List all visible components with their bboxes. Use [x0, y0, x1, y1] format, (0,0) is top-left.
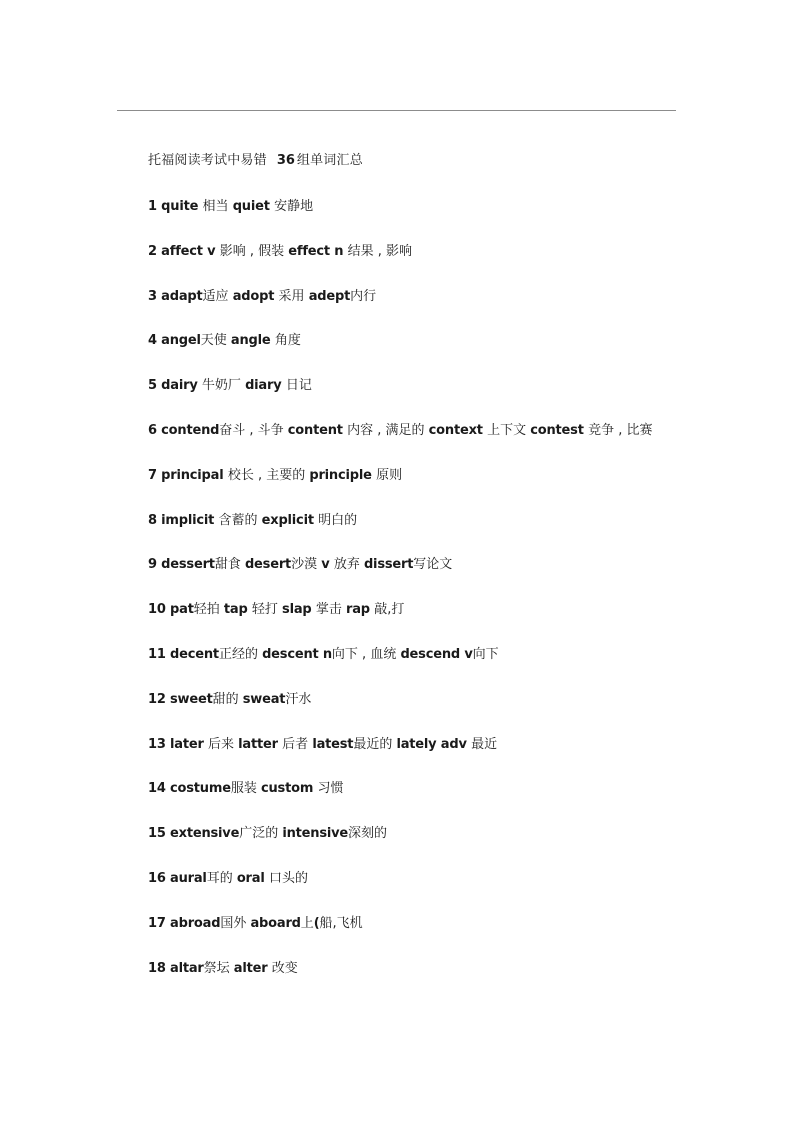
- chinese-meaning: 深刻的: [348, 826, 388, 842]
- chinese-meaning: 后来: [208, 736, 239, 752]
- english-word: 10 pat: [148, 602, 194, 618]
- chinese-meaning: 广泛的: [239, 826, 283, 842]
- english-word: diary: [245, 378, 286, 394]
- list-item: [148, 420, 652, 465]
- chinese-meaning: 口头的: [268, 870, 308, 886]
- chinese-meaning: 沙漠: [291, 557, 322, 573]
- chinese-meaning: 习惯: [317, 781, 344, 797]
- list-item: [148, 196, 652, 241]
- list-item: [148, 241, 652, 286]
- english-word: 7 principal: [148, 467, 228, 483]
- english-word: 9 dessert: [148, 557, 215, 573]
- chinese-meaning: 竞争 , 比赛: [588, 422, 653, 438]
- english-word: explicit: [261, 512, 319, 528]
- list-item: [148, 554, 652, 599]
- list-item: [148, 599, 652, 644]
- chinese-meaning: 最近的: [353, 736, 397, 752]
- chinese-meaning: 上: [300, 915, 314, 931]
- chinese-meaning: 适应: [202, 288, 233, 304]
- chinese-meaning: 改变: [271, 960, 298, 976]
- chinese-meaning: 船,飞机: [319, 915, 363, 931]
- title-count: 36: [276, 153, 295, 168]
- chinese-meaning: 日记: [285, 378, 312, 394]
- list-item: [148, 734, 652, 779]
- english-word: quiet: [232, 199, 275, 214]
- header-rule: [117, 110, 676, 111]
- english-word: tap: [223, 602, 252, 618]
- list-item: [148, 375, 652, 420]
- chinese-meaning: 内容 , 满足的: [347, 422, 429, 438]
- english-word: slap: [282, 602, 316, 618]
- chinese-meaning: 轻打: [251, 602, 283, 618]
- chinese-meaning: 天使: [200, 333, 231, 349]
- chinese-meaning: 后者: [282, 736, 313, 752]
- chinese-meaning: 角度: [274, 333, 301, 349]
- english-word: desert: [244, 557, 292, 573]
- chinese-meaning: 采用: [278, 288, 309, 304]
- chinese-meaning: 耳的: [206, 870, 237, 886]
- chinese-meaning: 甜的: [212, 691, 243, 707]
- english-word: oral: [236, 870, 269, 886]
- chinese-meaning: 最近: [471, 736, 498, 752]
- chinese-meaning: 向下 , 血统: [331, 646, 401, 662]
- english-word: 18 altar: [148, 960, 204, 976]
- list-item: [148, 913, 652, 958]
- chinese-meaning: 含蓄的: [218, 512, 262, 528]
- english-word: 17 abroad: [148, 915, 221, 931]
- list-item: [148, 778, 652, 823]
- english-word: 6 contend: [148, 422, 220, 438]
- english-word: 15 extensive: [148, 826, 240, 842]
- english-word: intensive: [282, 826, 349, 842]
- english-word: descend v: [400, 646, 473, 662]
- english-word: content: [287, 422, 348, 438]
- english-word: latest: [312, 736, 354, 752]
- english-word: 14 costume: [148, 781, 231, 797]
- chinese-meaning: 向下: [472, 646, 499, 662]
- english-word: adept: [308, 288, 351, 304]
- english-word: dissert: [363, 557, 414, 573]
- english-word: 12 sweet: [148, 691, 213, 707]
- english-word: 3 adapt: [148, 288, 203, 304]
- chinese-meaning: 正经的: [218, 646, 263, 662]
- list-item: [148, 330, 652, 375]
- chinese-meaning: 内行: [350, 288, 377, 304]
- english-word: 2 affect v: [148, 243, 220, 259]
- chinese-meaning: 相当: [202, 199, 233, 214]
- chinese-meaning: 敲,打: [374, 602, 405, 618]
- english-word: principle: [309, 467, 377, 483]
- chinese-meaning: 轻拍: [193, 602, 224, 618]
- english-word: latter: [238, 736, 283, 752]
- english-word: contest: [530, 422, 589, 438]
- english-word: angle: [230, 333, 275, 349]
- vocabulary-list: [148, 196, 652, 1002]
- chinese-meaning: 国外: [220, 915, 251, 931]
- list-item: [148, 465, 652, 510]
- list-item: [148, 286, 652, 331]
- document-title: [148, 151, 363, 171]
- chinese-meaning: 安静地: [274, 199, 314, 214]
- english-word: aboard: [250, 915, 301, 931]
- chinese-meaning: 原则: [376, 467, 403, 483]
- english-word: lately adv: [396, 736, 472, 752]
- english-word: v: [321, 557, 334, 573]
- chinese-meaning: 放弃: [333, 557, 364, 573]
- chinese-meaning: 汗水: [285, 691, 312, 707]
- list-item: [148, 510, 652, 555]
- english-word: custom: [260, 781, 318, 797]
- list-item: [148, 868, 652, 913]
- chinese-meaning: 影响 , 假装: [219, 243, 289, 259]
- chinese-meaning: 校长 , 主要的: [227, 467, 310, 483]
- english-word: context: [428, 422, 488, 438]
- chinese-meaning: 写论文: [413, 557, 453, 573]
- english-word: effect n: [288, 243, 348, 259]
- chinese-meaning: 上下文: [487, 422, 531, 438]
- english-word: sweat: [242, 691, 286, 707]
- list-item: [148, 644, 652, 689]
- english-word: 11 decent: [148, 646, 219, 662]
- chinese-meaning: 掌击: [315, 602, 346, 618]
- english-word: alter: [233, 960, 272, 976]
- english-word: 13 later: [148, 736, 209, 752]
- chinese-meaning: 甜食: [214, 557, 245, 573]
- list-item: [148, 958, 652, 1003]
- list-item: [148, 823, 652, 868]
- list-item: [148, 689, 652, 734]
- title-text-zh: 托福阅读考试中易错: [148, 153, 267, 168]
- chinese-meaning: 奋斗 , 斗争: [219, 422, 288, 438]
- english-word: 16 aural: [148, 870, 207, 886]
- title-text-zh-suffix: 组单词汇总: [296, 153, 363, 168]
- english-word: rap: [345, 602, 375, 618]
- english-word: adopt: [232, 288, 279, 304]
- english-word: 5 dairy: [148, 378, 202, 394]
- english-word: 1 quite: [148, 199, 203, 214]
- chinese-meaning: 结果 , 影响: [347, 243, 413, 259]
- chinese-meaning: 祭坛: [203, 960, 234, 976]
- chinese-meaning: 牛奶厂: [201, 378, 246, 394]
- english-word: 8 implicit: [148, 512, 219, 528]
- english-word: (: [313, 915, 320, 931]
- english-word: 4 angel: [148, 333, 201, 349]
- english-word: descent n: [262, 646, 332, 662]
- chinese-meaning: 服装: [230, 781, 261, 797]
- chinese-meaning: 明白的: [318, 512, 358, 528]
